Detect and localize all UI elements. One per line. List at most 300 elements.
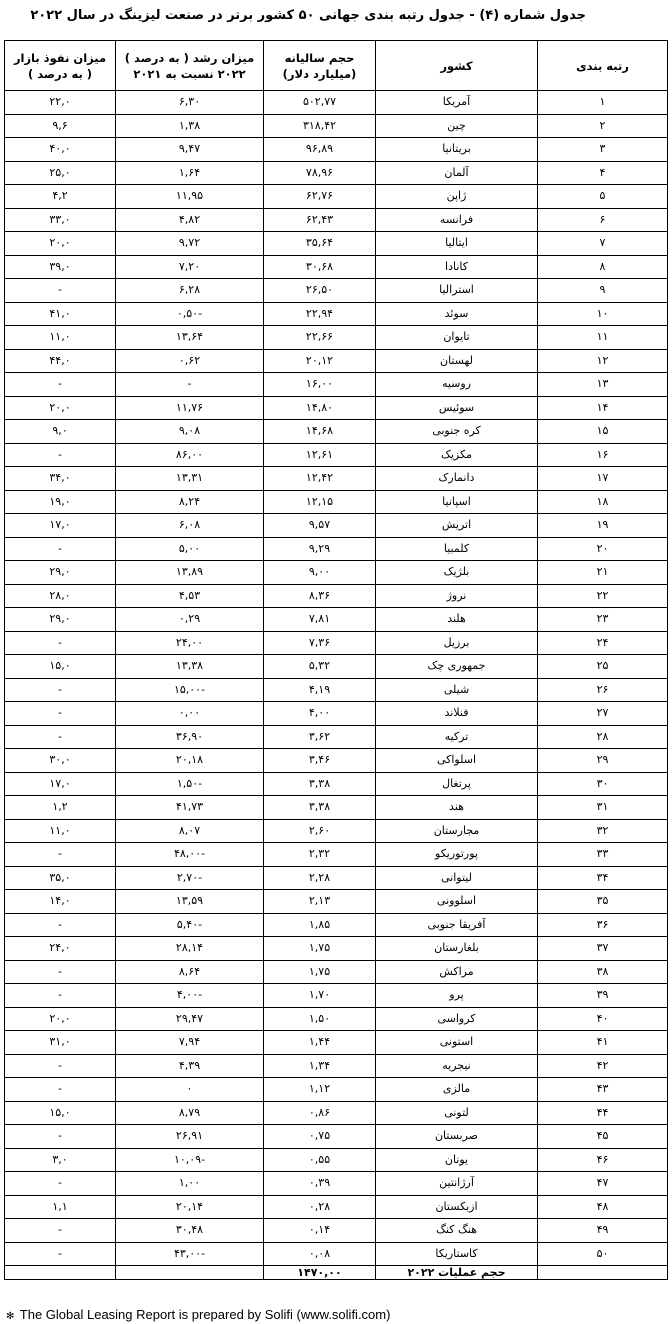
country-cell: دانمارک xyxy=(376,467,538,491)
table-row xyxy=(5,396,668,420)
country-cell: هنگ کنگ xyxy=(376,1219,538,1243)
rank-cell: ۳۷ xyxy=(538,937,668,961)
rank-cell: ۲۰ xyxy=(538,537,668,561)
table-row xyxy=(5,678,668,702)
penetration-cell: - xyxy=(5,1125,116,1149)
table-row xyxy=(5,208,668,232)
country-cell: پورتوریکو xyxy=(376,843,538,867)
table-row xyxy=(5,631,668,655)
growth-cell: ۶,۰۸ xyxy=(116,514,264,538)
country-cell: کانادا xyxy=(376,255,538,279)
penetration-cell: ۲۴,۰ xyxy=(5,937,116,961)
table-row xyxy=(5,960,668,984)
rank-cell: ۳۸ xyxy=(538,960,668,984)
penetration-cell: ۳۴,۰ xyxy=(5,467,116,491)
penetration-cell: ۲۲,۰ xyxy=(5,91,116,115)
growth-cell: ۲۴,۰۰ xyxy=(116,631,264,655)
penetration-cell: ۱۱,۰ xyxy=(5,326,116,350)
penetration-cell: ۱۴,۰ xyxy=(5,890,116,914)
growth-cell: ۱,۶۴ xyxy=(116,161,264,185)
penetration-cell: ۳۵,۰ xyxy=(5,866,116,890)
volume-cell: ۱,۵۰ xyxy=(264,1007,376,1031)
source-footnote xyxy=(6,1307,390,1322)
volume-cell: ۱۲,۴۲ xyxy=(264,467,376,491)
table-row xyxy=(5,1242,668,1266)
growth-cell: ۰,۰۰ xyxy=(116,702,264,726)
table-row xyxy=(5,1007,668,1031)
country-cell: مراکش xyxy=(376,960,538,984)
penetration-cell: - xyxy=(5,984,116,1008)
total-label: حجم عملیات ۲۰۲۲ xyxy=(376,1266,538,1280)
rank-cell: ۴ xyxy=(538,161,668,185)
rank-cell: ۲۳ xyxy=(538,608,668,632)
penetration-cell: ۴۴,۰ xyxy=(5,349,116,373)
table-row xyxy=(5,725,668,749)
table-row xyxy=(5,161,668,185)
volume-cell: ۵۰۲,۷۷ xyxy=(264,91,376,115)
volume-cell: ۲,۳۲ xyxy=(264,843,376,867)
rank-cell: ۲۸ xyxy=(538,725,668,749)
table-row xyxy=(5,890,668,914)
penetration-cell: ۴۰,۰ xyxy=(5,138,116,162)
growth-cell: ۲۰,۱۸ xyxy=(116,749,264,773)
table-row xyxy=(5,1031,668,1055)
table-row xyxy=(5,326,668,350)
penetration-cell: - xyxy=(5,1054,116,1078)
country-cell: ژاپن xyxy=(376,185,538,209)
penetration-cell: ۲۰,۰ xyxy=(5,396,116,420)
penetration-cell: ۹,۰ xyxy=(5,420,116,444)
growth-cell: ۸,۷۹ xyxy=(116,1101,264,1125)
volume-cell: ۷,۸۱ xyxy=(264,608,376,632)
volume-cell: ۲۶,۵۰ xyxy=(264,279,376,303)
country-cell: سوئد xyxy=(376,302,538,326)
country-cell: تایوان xyxy=(376,326,538,350)
volume-cell: ۱,۸۵ xyxy=(264,913,376,937)
penetration-cell: ۳۱,۰ xyxy=(5,1031,116,1055)
volume-cell: ۱,۷۵ xyxy=(264,960,376,984)
table-row xyxy=(5,514,668,538)
penetration-cell: - xyxy=(5,443,116,467)
volume-cell: ۳,۳۸ xyxy=(264,796,376,820)
growth-cell: ۲۸,۱۴ xyxy=(116,937,264,961)
table-row xyxy=(5,608,668,632)
growth-cell: ۴,۵۳ xyxy=(116,584,264,608)
growth-cell: ۷,۲۰ xyxy=(116,255,264,279)
rank-cell: ۳ xyxy=(538,138,668,162)
penetration-cell: - xyxy=(5,678,116,702)
volume-cell: ۳,۳۸ xyxy=(264,772,376,796)
penetration-cell: ۱,۱ xyxy=(5,1195,116,1219)
table-row xyxy=(5,114,668,138)
volume-cell: ۲,۱۳ xyxy=(264,890,376,914)
header-volume: حجم سالیانه (میلیارد دلار) xyxy=(264,41,376,91)
penetration-cell: ۲۹,۰ xyxy=(5,561,116,585)
penetration-cell: - xyxy=(5,373,116,397)
rank-cell: ۴۲ xyxy=(538,1054,668,1078)
volume-cell: ۰,۱۴ xyxy=(264,1219,376,1243)
growth-cell: ۲۰,۱۴ xyxy=(116,1195,264,1219)
country-cell: آرژانتین xyxy=(376,1172,538,1196)
rank-cell: ۹ xyxy=(538,279,668,303)
table-row xyxy=(5,443,668,467)
penetration-cell: - xyxy=(5,1078,116,1102)
volume-cell: ۳,۴۶ xyxy=(264,749,376,773)
penetration-cell: ۲۰,۰ xyxy=(5,1007,116,1031)
rank-cell: ۲۴ xyxy=(538,631,668,655)
table-row xyxy=(5,1172,668,1196)
rank-cell: ۴۳ xyxy=(538,1078,668,1102)
leasing-ranking-table xyxy=(4,40,668,1280)
volume-cell: ۲,۲۸ xyxy=(264,866,376,890)
table-row xyxy=(5,937,668,961)
country-cell: اسلواکی xyxy=(376,749,538,773)
rank-cell: ۸ xyxy=(538,255,668,279)
volume-cell: ۹,۵۷ xyxy=(264,514,376,538)
rank-cell: ۱۹ xyxy=(538,514,668,538)
rank-cell: ۴۵ xyxy=(538,1125,668,1149)
rank-cell: ۱۸ xyxy=(538,490,668,514)
penetration-cell: - xyxy=(5,1242,116,1266)
rank-cell: ۴۰ xyxy=(538,1007,668,1031)
table-row xyxy=(5,1219,668,1243)
growth-cell: ۰,۶۲ xyxy=(116,349,264,373)
penetration-cell: ۴۱,۰ xyxy=(5,302,116,326)
rank-cell: ۱۲ xyxy=(538,349,668,373)
table-row xyxy=(5,373,668,397)
country-cell: کره جنوبی xyxy=(376,420,538,444)
volume-cell: ۳,۶۲ xyxy=(264,725,376,749)
volume-cell: ۰,۰۸ xyxy=(264,1242,376,1266)
table-row xyxy=(5,772,668,796)
table-row xyxy=(5,655,668,679)
volume-cell: ۹۶,۸۹ xyxy=(264,138,376,162)
rank-cell: ۴۷ xyxy=(538,1172,668,1196)
penetration-cell: ۱۱,۰ xyxy=(5,819,116,843)
volume-cell: ۴,۰۰ xyxy=(264,702,376,726)
growth-cell: -۴۸,۰۰ xyxy=(116,843,264,867)
volume-cell: ۲۰,۱۲ xyxy=(264,349,376,373)
rank-cell: ۱ xyxy=(538,91,668,115)
header-rank: رتبه بندی xyxy=(538,41,668,91)
rank-cell: ۴۹ xyxy=(538,1219,668,1243)
country-cell: آفریقا جنوبی xyxy=(376,913,538,937)
growth-cell: ۸,۶۴ xyxy=(116,960,264,984)
table-row xyxy=(5,702,668,726)
country-cell: صربستان xyxy=(376,1125,538,1149)
rank-cell: ۱۴ xyxy=(538,396,668,420)
country-cell: اسلوونی xyxy=(376,890,538,914)
growth-cell: -۱,۵۰ xyxy=(116,772,264,796)
penetration-cell: ۱۷,۰ xyxy=(5,772,116,796)
table-title: جدول شماره (۴) - جدول رتبه بندی جهانی ۵۰ کشور برتر در صنعت لیزینگ در سال ۲۰۲۲ xyxy=(30,8,586,23)
country-cell: کاستاریکا xyxy=(376,1242,538,1266)
table-row xyxy=(5,279,668,303)
growth-cell: -۴۳,۰۰ xyxy=(116,1242,264,1266)
country-cell: جمهوری چک xyxy=(376,655,538,679)
rank-cell: ۴۴ xyxy=(538,1101,668,1125)
volume-cell: ۶۲,۴۳ xyxy=(264,208,376,232)
volume-cell: ۹,۰۰ xyxy=(264,561,376,585)
rank-cell: ۲۱ xyxy=(538,561,668,585)
table-row xyxy=(5,913,668,937)
country-cell: ترکیه xyxy=(376,725,538,749)
rank-cell: ۲ xyxy=(538,114,668,138)
footnote-text: The Global Leasing Report is prepared by Solifi (www.solifi.com) xyxy=(19,1307,391,1322)
rank-cell: ۵ xyxy=(538,185,668,209)
rank-cell: ۴۶ xyxy=(538,1148,668,1172)
asterisk-bullet-icon: ✻ xyxy=(6,1311,15,1322)
table-row xyxy=(5,584,668,608)
rank-cell: ۳۹ xyxy=(538,984,668,1008)
country-cell: لتونی xyxy=(376,1101,538,1125)
penetration-cell: ۳۳,۰ xyxy=(5,208,116,232)
volume-cell: ۰,۲۸ xyxy=(264,1195,376,1219)
penetration-cell: - xyxy=(5,725,116,749)
volume-cell: ۲,۶۰ xyxy=(264,819,376,843)
volume-cell: ۰,۵۵ xyxy=(264,1148,376,1172)
table-row xyxy=(5,1195,668,1219)
growth-cell: ۷,۹۴ xyxy=(116,1031,264,1055)
volume-cell: ۱۶,۰۰ xyxy=(264,373,376,397)
table-row xyxy=(5,537,668,561)
table-row xyxy=(5,490,668,514)
volume-cell: ۶۲,۷۶ xyxy=(264,185,376,209)
country-cell: شیلی xyxy=(376,678,538,702)
volume-cell: ۸,۳۶ xyxy=(264,584,376,608)
volume-cell: ۳۰,۶۸ xyxy=(264,255,376,279)
growth-cell: -۰,۵۰ xyxy=(116,302,264,326)
country-cell: اتریش xyxy=(376,514,538,538)
growth-cell: -۱۰,۰۹ xyxy=(116,1148,264,1172)
growth-cell: ۳۶,۹۰ xyxy=(116,725,264,749)
rank-cell: ۱۵ xyxy=(538,420,668,444)
growth-cell: ۱,۰۰ xyxy=(116,1172,264,1196)
table-row xyxy=(5,984,668,1008)
header-penetration: میزان نفوذ بازار ( به درصد ) xyxy=(5,41,116,91)
growth-cell: ۶,۳۰ xyxy=(116,91,264,115)
volume-cell: ۱,۱۲ xyxy=(264,1078,376,1102)
growth-cell: ۱۳,۳۸ xyxy=(116,655,264,679)
table-row xyxy=(5,866,668,890)
rank-cell: ۱۱ xyxy=(538,326,668,350)
country-cell: استونی xyxy=(376,1031,538,1055)
growth-cell: ۳۰,۴۸ xyxy=(116,1219,264,1243)
country-cell: سوئیس xyxy=(376,396,538,420)
rank-cell: ۳۳ xyxy=(538,843,668,867)
rank-cell: ۱۶ xyxy=(538,443,668,467)
volume-cell: ۹,۲۹ xyxy=(264,537,376,561)
volume-cell: ۳۵,۶۴ xyxy=(264,232,376,256)
penetration-cell: ۳۰,۰ xyxy=(5,749,116,773)
penetration-cell: - xyxy=(5,960,116,984)
growth-cell: ۲۹,۴۷ xyxy=(116,1007,264,1031)
growth-cell: ۱,۳۸ xyxy=(116,114,264,138)
country-cell: فنلاند xyxy=(376,702,538,726)
growth-cell: ۰ xyxy=(116,1078,264,1102)
country-cell: پرتغال xyxy=(376,772,538,796)
table-row xyxy=(5,302,668,326)
growth-cell: ۴۱,۷۳ xyxy=(116,796,264,820)
table-row xyxy=(5,843,668,867)
volume-cell: ۱۴,۶۸ xyxy=(264,420,376,444)
volume-cell: ۱,۳۴ xyxy=(264,1054,376,1078)
table-row xyxy=(5,1101,668,1125)
country-cell: یونان xyxy=(376,1148,538,1172)
growth-cell: ۲۶,۹۱ xyxy=(116,1125,264,1149)
total-empty-cell xyxy=(116,1266,264,1280)
penetration-cell: ۲۰,۰ xyxy=(5,232,116,256)
growth-cell: -۵,۴۰ xyxy=(116,913,264,937)
table-header-row xyxy=(5,41,668,91)
volume-cell: ۷,۳۶ xyxy=(264,631,376,655)
volume-cell: ۴,۱۹ xyxy=(264,678,376,702)
table-row xyxy=(5,138,668,162)
volume-cell: ۵,۳۲ xyxy=(264,655,376,679)
penetration-cell: - xyxy=(5,702,116,726)
growth-cell: ۹,۰۸ xyxy=(116,420,264,444)
country-cell: ایتالیا xyxy=(376,232,538,256)
table-row xyxy=(5,1078,668,1102)
country-cell: چین xyxy=(376,114,538,138)
rank-cell: ۱۳ xyxy=(538,373,668,397)
volume-cell: ۲۲,۶۶ xyxy=(264,326,376,350)
volume-cell: ۷۸,۹۶ xyxy=(264,161,376,185)
rank-cell: ۱۷ xyxy=(538,467,668,491)
penetration-cell: ۱۵,۰ xyxy=(5,1101,116,1125)
volume-cell: ۱۴,۸۰ xyxy=(264,396,376,420)
country-cell: استرالیا xyxy=(376,279,538,303)
table-row xyxy=(5,819,668,843)
growth-cell: ۱۳,۸۹ xyxy=(116,561,264,585)
table-row xyxy=(5,349,668,373)
penetration-cell: ۳۹,۰ xyxy=(5,255,116,279)
growth-cell: ۸۶,۰۰ xyxy=(116,443,264,467)
country-cell: لیتوانی xyxy=(376,866,538,890)
country-cell: ازبکستان xyxy=(376,1195,538,1219)
growth-cell: ۱۳,۵۹ xyxy=(116,890,264,914)
table-row xyxy=(5,1148,668,1172)
table-row xyxy=(5,467,668,491)
country-cell: آمریکا xyxy=(376,91,538,115)
country-cell: کرواسی xyxy=(376,1007,538,1031)
rank-cell: ۲۷ xyxy=(538,702,668,726)
country-cell: بریتانیا xyxy=(376,138,538,162)
penetration-cell: - xyxy=(5,537,116,561)
penetration-cell: ۱۵,۰ xyxy=(5,655,116,679)
country-cell: هلند xyxy=(376,608,538,632)
country-cell: برزیل xyxy=(376,631,538,655)
growth-cell: ۵,۰۰ xyxy=(116,537,264,561)
country-cell: مالزی xyxy=(376,1078,538,1102)
country-cell: لهستان xyxy=(376,349,538,373)
table-row xyxy=(5,255,668,279)
penetration-cell: ۲۹,۰ xyxy=(5,608,116,632)
volume-cell: ۲۲,۹۴ xyxy=(264,302,376,326)
table-row xyxy=(5,749,668,773)
penetration-cell: ۹,۶ xyxy=(5,114,116,138)
growth-cell: -۴,۰۰ xyxy=(116,984,264,1008)
growth-cell: ۶,۲۸ xyxy=(116,279,264,303)
header-growth: میزان رشد ( به درصد ) ۲۰۲۲ نسبت به ۲۰۲۱ xyxy=(116,41,264,91)
rank-cell: ۱۰ xyxy=(538,302,668,326)
rank-cell: ۳۶ xyxy=(538,913,668,937)
table-row xyxy=(5,232,668,256)
header-country: کشور xyxy=(376,41,538,91)
rank-cell: ۶ xyxy=(538,208,668,232)
table-row xyxy=(5,796,668,820)
rank-cell: ۳۲ xyxy=(538,819,668,843)
growth-cell: ۹,۷۲ xyxy=(116,232,264,256)
country-cell: روسیه xyxy=(376,373,538,397)
penetration-cell: ۳,۰ xyxy=(5,1148,116,1172)
penetration-cell: ۱۷,۰ xyxy=(5,514,116,538)
penetration-cell: - xyxy=(5,913,116,937)
growth-cell: ۱۱,۷۶ xyxy=(116,396,264,420)
volume-cell: ۰,۷۵ xyxy=(264,1125,376,1149)
country-cell: بلژیک xyxy=(376,561,538,585)
penetration-cell: ۴,۲ xyxy=(5,185,116,209)
volume-cell: ۳۱۸,۴۲ xyxy=(264,114,376,138)
penetration-cell: ۲۵,۰ xyxy=(5,161,116,185)
rank-cell: ۴۸ xyxy=(538,1195,668,1219)
growth-cell: ۴,۳۹ xyxy=(116,1054,264,1078)
country-cell: آلمان xyxy=(376,161,538,185)
growth-cell: ۸,۰۷ xyxy=(116,819,264,843)
penetration-cell: - xyxy=(5,843,116,867)
rank-cell: ۲۲ xyxy=(538,584,668,608)
country-cell: مکزیک xyxy=(376,443,538,467)
rank-cell: ۲۶ xyxy=(538,678,668,702)
total-value: ۱۴۷۰,۰۰ xyxy=(264,1266,376,1280)
country-cell: مجارستان xyxy=(376,819,538,843)
penetration-cell: - xyxy=(5,279,116,303)
country-cell: کلمبیا xyxy=(376,537,538,561)
growth-cell: ۱۱,۹۵ xyxy=(116,185,264,209)
country-cell: نروژ xyxy=(376,584,538,608)
table-row xyxy=(5,420,668,444)
total-empty-cell xyxy=(5,1266,116,1280)
rank-cell: ۲۹ xyxy=(538,749,668,773)
growth-cell: -۲,۷۰ xyxy=(116,866,264,890)
penetration-cell: ۲۸,۰ xyxy=(5,584,116,608)
rank-cell: ۴۱ xyxy=(538,1031,668,1055)
table-row xyxy=(5,91,668,115)
table-row xyxy=(5,185,668,209)
country-cell: نیجریه xyxy=(376,1054,538,1078)
growth-cell: - xyxy=(116,373,264,397)
growth-cell: ۴,۸۲ xyxy=(116,208,264,232)
growth-cell: ۱۳,۶۴ xyxy=(116,326,264,350)
volume-cell: ۱,۷۵ xyxy=(264,937,376,961)
volume-cell: ۱۲,۶۱ xyxy=(264,443,376,467)
rank-cell: ۳۰ xyxy=(538,772,668,796)
rank-cell: ۵۰ xyxy=(538,1242,668,1266)
rank-cell: ۲۵ xyxy=(538,655,668,679)
volume-cell: ۰,۸۶ xyxy=(264,1101,376,1125)
rank-cell: ۳۱ xyxy=(538,796,668,820)
growth-cell: -۱۵,۰۰ xyxy=(116,678,264,702)
country-cell: هند xyxy=(376,796,538,820)
total-empty-cell xyxy=(538,1266,668,1280)
rank-cell: ۷ xyxy=(538,232,668,256)
growth-cell: ۸,۲۴ xyxy=(116,490,264,514)
penetration-cell: ۱,۲ xyxy=(5,796,116,820)
total-row xyxy=(5,1266,668,1280)
country-cell: اسپانیا xyxy=(376,490,538,514)
growth-cell: ۰,۲۹ xyxy=(116,608,264,632)
penetration-cell: - xyxy=(5,1172,116,1196)
